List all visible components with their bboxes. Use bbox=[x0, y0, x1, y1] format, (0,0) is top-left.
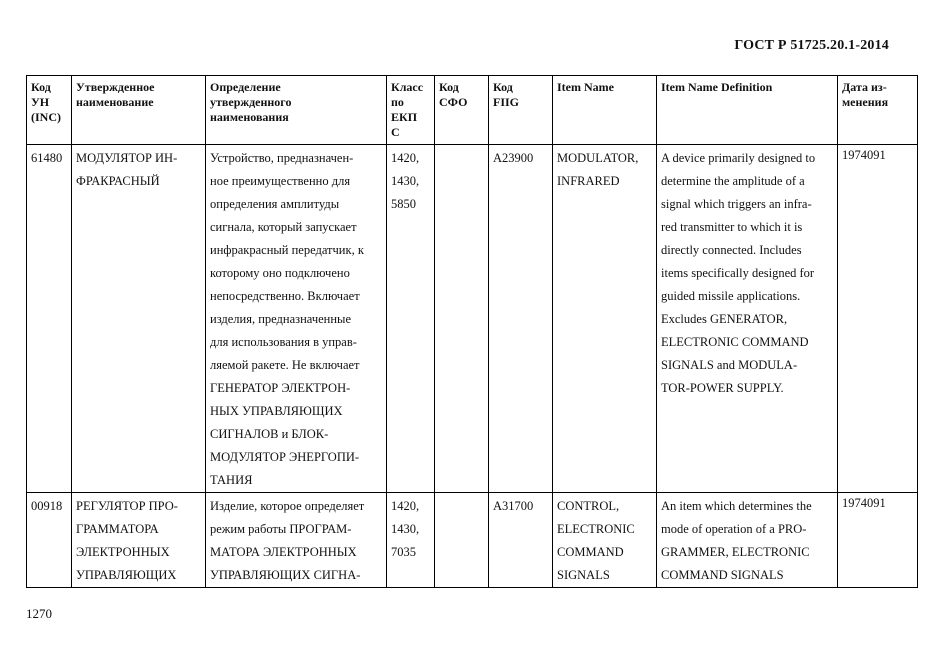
table-row bbox=[27, 145, 918, 493]
col-header-item-definition: Item Name Definition bbox=[657, 76, 838, 145]
cell-sfo bbox=[435, 493, 489, 588]
cell-approved-name: МОДУЛЯТОР ИН- ФРАКРАСНЫЙ bbox=[72, 145, 206, 493]
cell-inc: 00918 bbox=[27, 493, 72, 588]
cell-class: 1420, 1430, 5850 bbox=[387, 145, 435, 493]
col-header-fiig: Код FIIG bbox=[489, 76, 553, 145]
cell-item-definition: A device primarily designed to determine the amplitude of a signal which triggers an infra- red transmitter to which it is directly connected. Includes items specifically designed for guided missile applications. Excludes GENERATOR, ELECTRONIC COMMAND SIGNALS and MODULA- TOR-POWER SUPPLY. bbox=[657, 145, 838, 493]
catalog-table bbox=[26, 75, 918, 588]
col-header-approved-name: Утвержденное наименование bbox=[72, 76, 206, 145]
cell-sfo bbox=[435, 145, 489, 493]
cell-item-definition: An item which determines the mode of operation of a PRO- GRAMMER, ELECTRONIC COMMAND SIGNALS bbox=[657, 493, 838, 588]
table-header-row bbox=[27, 76, 918, 145]
standard-designation: ГОСТ Р 51725.20.1-2014 bbox=[734, 38, 889, 53]
cell-item-name: CONTROL, ELECTRONIC COMMAND SIGNALS bbox=[553, 493, 657, 588]
cell-inc: 61480 bbox=[27, 145, 72, 493]
cell-fiig: A23900 bbox=[489, 145, 553, 493]
col-header-item-name: Item Name bbox=[553, 76, 657, 145]
col-header-definition: Определение утвержденного наименования bbox=[206, 76, 387, 145]
col-header-class: Класс по ЕКП С bbox=[387, 76, 435, 145]
col-header-change-date: Дата из- менения bbox=[838, 76, 918, 145]
cell-change-date: 1974091 bbox=[838, 493, 918, 588]
cell-item-name: MODULATOR, INFRARED bbox=[553, 145, 657, 493]
cell-class: 1420, 1430, 7035 bbox=[387, 493, 435, 588]
cell-change-date: 1974091 bbox=[838, 145, 918, 493]
table-row bbox=[27, 493, 918, 588]
cell-definition: Изделие, которое определяет режим работы ПРОГРАМ- МАТОРА ЭЛЕКТРОННЫХ УПРАВЛЯЮЩИХ СИГНА- bbox=[206, 493, 387, 588]
page-number: 1270 bbox=[26, 606, 52, 621]
cell-approved-name: РЕГУЛЯТОР ПРО- ГРАММАТОРА ЭЛЕКТРОННЫХ УПРАВЛЯЮЩИХ bbox=[72, 493, 206, 588]
cell-fiig: A31700 bbox=[489, 493, 553, 588]
cell-definition: Устройство, предназначен- ное преимущественно для определения амплитуды сигнала, который запускает инфракрасный передатчик, к которому оно подключено непосредственно. Включает изделия, предназначенные для использования в управ- ляемой ракете. Не включает ГЕНЕРАТОР ЭЛЕКТРОН- НЫХ УПРАВЛЯЮЩИХ СИГНАЛОВ и БЛОК- МОДУЛЯТОР ЭНЕРГОПИ- ТАНИЯ bbox=[206, 145, 387, 493]
col-header-sfo: Код СФО bbox=[435, 76, 489, 145]
col-header-inc: Код УН (INC) bbox=[27, 76, 72, 145]
